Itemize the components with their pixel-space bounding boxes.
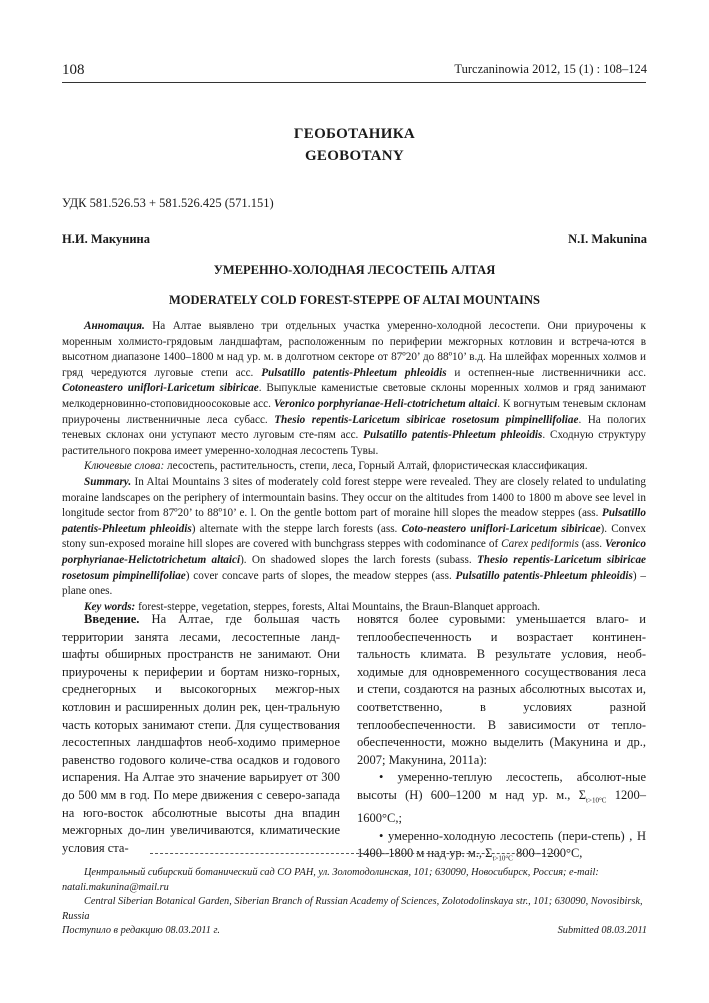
submitted-date-en: Submitted 08.03.2011 [557,925,647,936]
section-title-ru: ГЕОБОТАНИКА [293,126,416,142]
keywords-en: Key words: forest-steppe, vegetation, steppes, forests, Altai Mountains, the Braun-Blanquet approach. [84,600,541,613]
affiliation-en: Central Siberian Botanical Garden, Siberian Branch of Russian Academy of Sciences, Zolotodolinskaya str., 101; 630090, Novosibirsk, Russia [62,896,643,922]
article-title-ru: УМЕРЕННО-ХОЛОДНАЯ ЛЕСОСТЕПЬ АЛТАЯ [213,263,496,277]
intro-continuation: новятся более суровыми: уменьшается влаго- и теплообеспеченность и возрастает континен-тальность климата. В результате условия, необ-ходимые для одновременного сосуществования леса и степи, создаются на разных абсолютных высотах и, соответственно, в условиях разной теплообеспеченности. В зависимости от тепло-обеспеченности, можно выделить (Макунина и др., 2007; Макунина, 2011а): [357,612,646,767]
bullet-moderately-warm: • умеренно-теплую лесостепь, абсолют-ные высоты (H) 600–1200 м над ур. м., $\Sigma_{t>10^\circ C}$ 1200–1600°С,; [357,770,647,826]
udk-code: УДК 581.526.53 + 581.526.425 (571.151) [62,196,274,210]
received-date-ru: Поступило в редакцию 08.03.2011 г. [62,925,220,936]
page-number: 108 [62,62,85,78]
keywords-ru: Ключевые слова: лесостепь, растительность, степи, леса, Горный Алтай, флористическая классификация. [84,460,588,473]
section-title-en: GEOBOTANY [304,148,405,164]
abstract-block [62,319,646,615]
journal-reference: Turczaninowia 2012, 15 (1) : 108–124 [454,62,647,76]
bullet-moderately-cold: • умеренно-холодную лесостепь (пери-степь) , H 1400–1800 м над ур. м., $\Sigma_{t>10^\circ C}$ 800–1200°С, [357,828,646,863]
affiliation-footnote [62,866,646,924]
article-title-en: MODERATELY COLD FOREST-STEPPE OF ALTAI MOUNTAINS [168,293,541,307]
footnote-rule [150,853,560,854]
header-rule [62,82,646,83]
intro-left-column [62,611,340,857]
abstract-ru: Аннотация. На Алтае выявлено три отдельных участка умеренно-холодной лесостепи. Они приурочены к моренным холмисто-грядовым ландшафтам, расположенным по периферии межгорных котловин и встреча-ются в высотном диапазоне 1400–1800 м над ур. м. в долготном секторе от 87º20’ до 88º10’ в.д. На шлейфах моренных холмов и гряд чередуются луговые степи асс. Pulsatillo patentis-Phleetum phleoidis и остепнен-ные лиственничники асс. Cotoneastero uniflori-Laricetum sibiricae. Выпуклые каменистые световые склоны моренных холмов и гряд занимают мелкодерновинно-стоповидноосоковые асс. Veronico porphyrianae-Heli-ctotrichetum altaici. К вогнутым теневым склонам приурочены лиственничные леса субасс. Thesio repentis-Laricetum sibiricae rosetosum pimpinellifoliae. На пологих теневых склонах они уступают место луговым сте-пям асс. Pulsatillo patentis-Phleetum phleoidis. Сходную структуру растительного покрова имеет умеренно-холодная лесостепь Тувы. [62,320,647,457]
affiliation-ru: Центральный сибирский ботанический сад СО РАН, ул. Золотодолинская, 101; 630090, Новосибирск, Россия; e-mail: natali.makunina@mail.ru [62,867,599,893]
author-en: N.I. Makunina [568,232,647,246]
intro-right-column [357,611,646,868]
summary-en: Summary. In Altai Mountains 3 sites of moderately cold forest steppe were revealed. They are closely related to undulating moraine landscapes on the periphery of intermountain basins. They occur on the altitudes from 1400 to 1800 m above see level in longitude sector from 87º20’ to 88º10’ e. l. On the gentle bottom part of moraine hill slopes the meadow steppes (ass. Pulsatillo patentis-Phleetum phleoidis) alternate with the steppe larch forests (ass. Coto-neastero uniflori-Laricetum sibiricae). Convex stony sun-exposed moraine hill slopes are covered with bunchgrass steppes with codominance of Carex pediformis (ass. Veronico porphyrianae-Helictotrichetum altaici). On shadowed slopes the larch forests (subass. Thesio repentis-Laricetum sibiricae rosetosum pimpinellifoliae) cover concave parts of slopes, the meadow steppes (ass. Pulsatillo patentis-Phleetum phleoidis) – plane ones. [62,475,647,598]
author-ru: Н.И. Макунина [62,232,151,246]
intro-paragraph: Введение. На Алтае, где большая часть территории занята лесами, лесостепные ланд-шафты обширных пространств не занимают. Они приурочены к периферии и бортам низко-горных, среднегорных и высокогорных межгор-ных котловин и расширенных долин рек, цен-тральную часть которых занимают степи. Для существования лесостепных ландшафтов необ-ходимо примерное равенство годового количе-ства осадков и годового испарения. На Алтае это значение варьирует от 300 до 500 мм в год. По мере движения с северо-запада на юго-восток абсолютные высоты дна впадин межгорных до-лин увеличиваются, климатические условия ста- [62,612,340,855]
